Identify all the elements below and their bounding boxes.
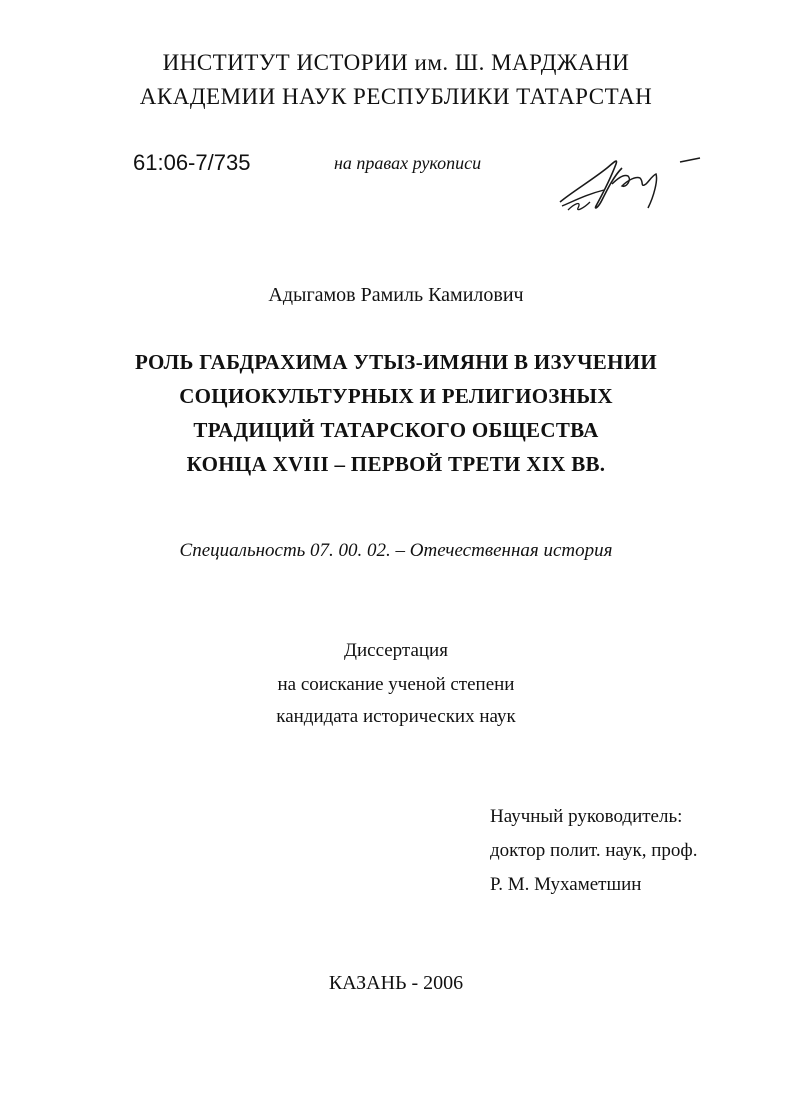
- dissertation-title-line: РОЛЬ ГАБДРАХИМА УТЫЗ-ИМЯНИ В ИЗУЧЕНИИ: [134, 350, 658, 374]
- archive-code: 61:06-7/735: [133, 150, 251, 175]
- dissertation-label: Диссертация: [344, 640, 448, 661]
- degree-name: кандидата исторических наук: [276, 706, 516, 727]
- signature-icon: [552, 140, 712, 220]
- dissertation-title-line: СОЦИОКУЛЬТУРНЫХ И РЕЛИГИОЗНЫХ: [179, 384, 613, 408]
- institute-name-line1: ИНСТИТУТ ИСТОРИИ им. Ш. МАРДЖАНИ: [162, 50, 630, 75]
- dissertation-title-line: ТРАДИЦИЙ ТАТАРСКОГО ОБЩЕСТВА: [193, 418, 599, 442]
- city-year: КАЗАНЬ - 2006: [328, 972, 464, 994]
- supervisor-degree: доктор полит. наук, проф.: [490, 840, 698, 861]
- degree-purpose: на соискание ученой степени: [277, 674, 515, 695]
- supervisor-name: Р. М. Мухаметшин: [490, 874, 642, 895]
- institute-name-line2: АКАДЕМИИ НАУК РЕСПУБЛИКИ ТАТАРСТАН: [139, 84, 653, 109]
- rights-note: на правах рукописи: [334, 153, 482, 173]
- dissertation-title-line: КОНЦА XVIII – ПЕРВОЙ ТРЕТИ XIX ВВ.: [186, 452, 606, 476]
- author-name: Адыгамов Рамиль Камилович: [268, 284, 524, 306]
- supervisor-label: Научный руководитель:: [490, 806, 683, 827]
- specialty: Специальность 07. 00. 02. – Отечественная история: [179, 540, 613, 561]
